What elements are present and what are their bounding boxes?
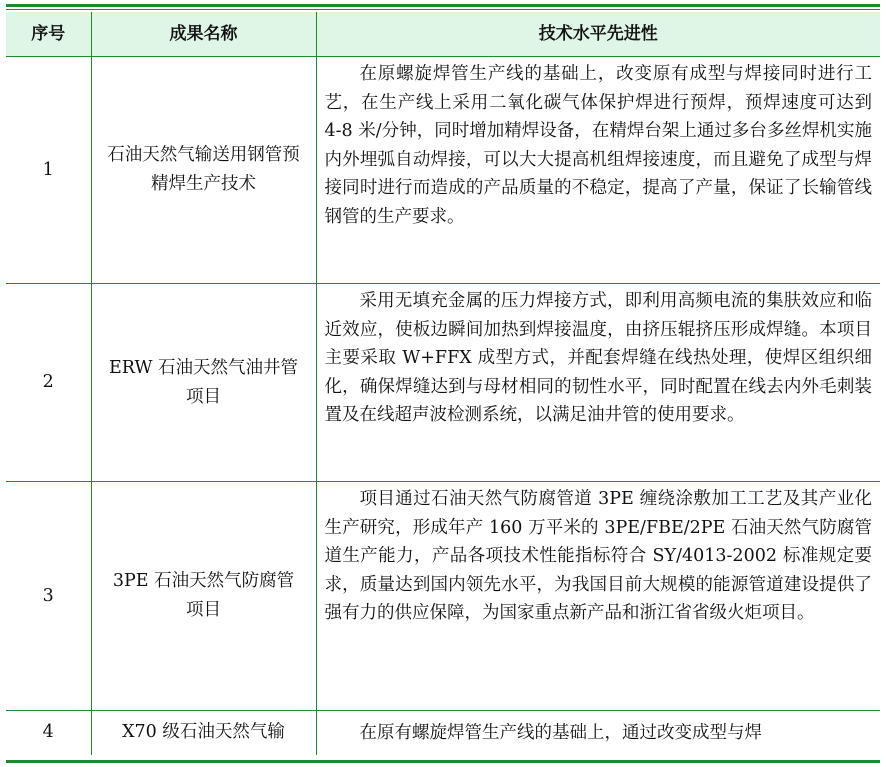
row-description: 采用无填充金属的压力焊接方式，即利用高频电流的集肤效应和临近效应，使板边瞬间加热到焊接温度，由挤压辊挤压形成焊缝。本项目主要采取 W+FFX 成型方式，并配套焊缝在线热处理，使焊区组织细化，确保焊缝达到与母材相同的韧性水平，同时配置在线去内外毛刺装置及在线超声波检测系统，以满足油井管的使用要求。 [316, 284, 880, 482]
table-row [6, 284, 880, 482]
row-number: 4 [6, 711, 91, 755]
header-name: 成果名称 [91, 12, 316, 57]
row-name: 石油天然气输送用钢管预精焊生产技术 [91, 57, 316, 284]
row-description: 在原螺旋焊管生产线的基础上，改变原有成型与焊接同时进行工艺，在生产线上采用二氧化碳气体保护焊进行预焊，预焊速度可达到 4-8 米/分钟，同时增加精焊设备，在精焊台架上通过多台多丝焊机实施内外埋弧自动焊接，可以大大提高机组焊接速度，而且避免了成型与焊接同时进行而造成的产品质量的不稳定，提高了产量，保证了长输管线钢管的生产要求。 [316, 57, 880, 284]
table-row [6, 711, 880, 755]
header-number: 序号 [6, 12, 91, 57]
table-row [6, 482, 880, 711]
top-rule-thin [6, 9, 880, 10]
row-number: 3 [6, 482, 91, 711]
row-number: 1 [6, 57, 91, 284]
table-row [6, 57, 880, 284]
table-header-row [6, 12, 880, 57]
row-name: X70 级石油天然气输 [91, 711, 316, 755]
row-description: 项目通过石油天然气防腐管道 3PE 缠绕涂敷加工工艺及其产业化生产研究，形成年产 160 万平米的 3PE/FBE/2PE 石油天然气防腐管道生产能力，产品各项技术性能指标符合 SY/4013-2002 标准规定要求，质量达到国内领先水平，为我国目前大规模的能源管道建设提供了强有力的供应保障，为国家重点新产品和浙江省省级火炬项目。 [316, 482, 880, 711]
top-rule [6, 4, 880, 7]
bottom-rule [6, 760, 880, 763]
achievements-table [6, 12, 880, 755]
row-description: 在原有螺旋焊管生产线的基础上，通过改变成型与焊 [316, 711, 880, 755]
header-advancement: 技术水平先进性 [316, 12, 880, 57]
row-number: 2 [6, 284, 91, 482]
row-name: 3PE 石油天然气防腐管项目 [91, 482, 316, 711]
row-name: ERW 石油天然气油井管项目 [91, 284, 316, 482]
